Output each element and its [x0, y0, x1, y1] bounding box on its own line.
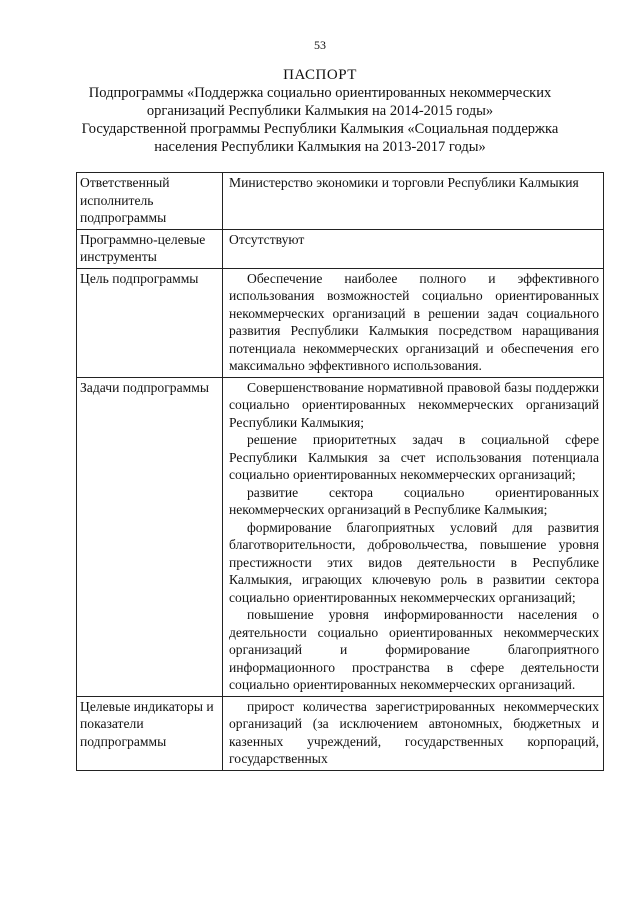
content-paragraph: Совершенствование нормативной правовой базы поддержки социально ориентированных некоммерческих организаций Республики Калмыкия; — [229, 379, 599, 430]
row-label: Программно-целевые инструменты — [77, 229, 223, 268]
content-paragraph: Обеспечение наиболее полного и эффективного использования возможностей социально ориентированных некоммерческих организаций в решении задач социального развития Республики Калмыкия посредством наращивания потенциала некоммерческих организаций и обеспечения его максимально эффективного использования. — [229, 270, 599, 373]
content-paragraph: формирование благоприятных условий для развития благотворительности, добровольчества, повышение уровня престижности этих видов деятельности в Республике Калмыкия, играющих ключевую роль в развитии сектора социально ориентированных некоммерческих организаций; — [229, 519, 599, 605]
row-label: Цель подпрограммы — [77, 268, 223, 377]
content-paragraph: развитие сектора социально ориентированных некоммерческих организаций в Республике Калмыкия; — [229, 484, 599, 517]
content-paragraph: прирост количества зарегистрированных некоммерческих организаций (за исключением автономных, бюджетных и казенных учреждений, государственных корпораций, государственных — [229, 698, 599, 766]
heading-line-4: населения Республики Калмыкия на 2013-2017 годы» — [154, 139, 486, 155]
row-label: Ответственный исполнитель подпрограммы — [77, 173, 223, 230]
row-content — [223, 696, 604, 770]
table-row — [77, 377, 604, 696]
heading-line-1: Подпрограммы «Поддержка социально ориентированных некоммерческих — [88, 85, 552, 101]
heading-line-2: организаций Республики Калмыкия на 2014-2015 годы» — [146, 103, 494, 119]
row-content — [223, 173, 604, 230]
content-paragraph: повышение уровня информированности населения о деятельности социально ориентированных некоммерческих организаций и формирование благоприятного информационного пространства в сфере деятельности социально ориентированных некоммерческих организаций. — [229, 607, 599, 692]
passport-title: ПАСПОРТ — [283, 67, 357, 83]
row-label: Задачи подпрограммы — [77, 377, 223, 696]
row-content — [223, 377, 604, 696]
row-label: Целевые индикаторы и показатели подпрограммы — [77, 696, 223, 770]
content-paragraph: решение приоритетных задач в социальной сфере Республики Калмыкия за счет использования потенциала социально ориентированных некоммерческих организаций; — [229, 432, 599, 482]
passport-heading — [60, 66, 580, 156]
content-paragraph: Отсутствуют — [229, 231, 305, 247]
content-paragraph: Министерство экономики и торговли Республики Калмыкия — [229, 175, 579, 190]
table-row — [77, 268, 604, 377]
page-number: 53 — [314, 38, 326, 52]
table-row — [77, 229, 604, 268]
row-content — [223, 268, 604, 377]
passport-table — [76, 172, 604, 771]
row-content — [223, 229, 604, 268]
table-row — [77, 696, 604, 770]
heading-line-3: Государственной программы Республики Калмыкия «Социальная поддержка — [81, 121, 559, 137]
table-row — [77, 173, 604, 230]
